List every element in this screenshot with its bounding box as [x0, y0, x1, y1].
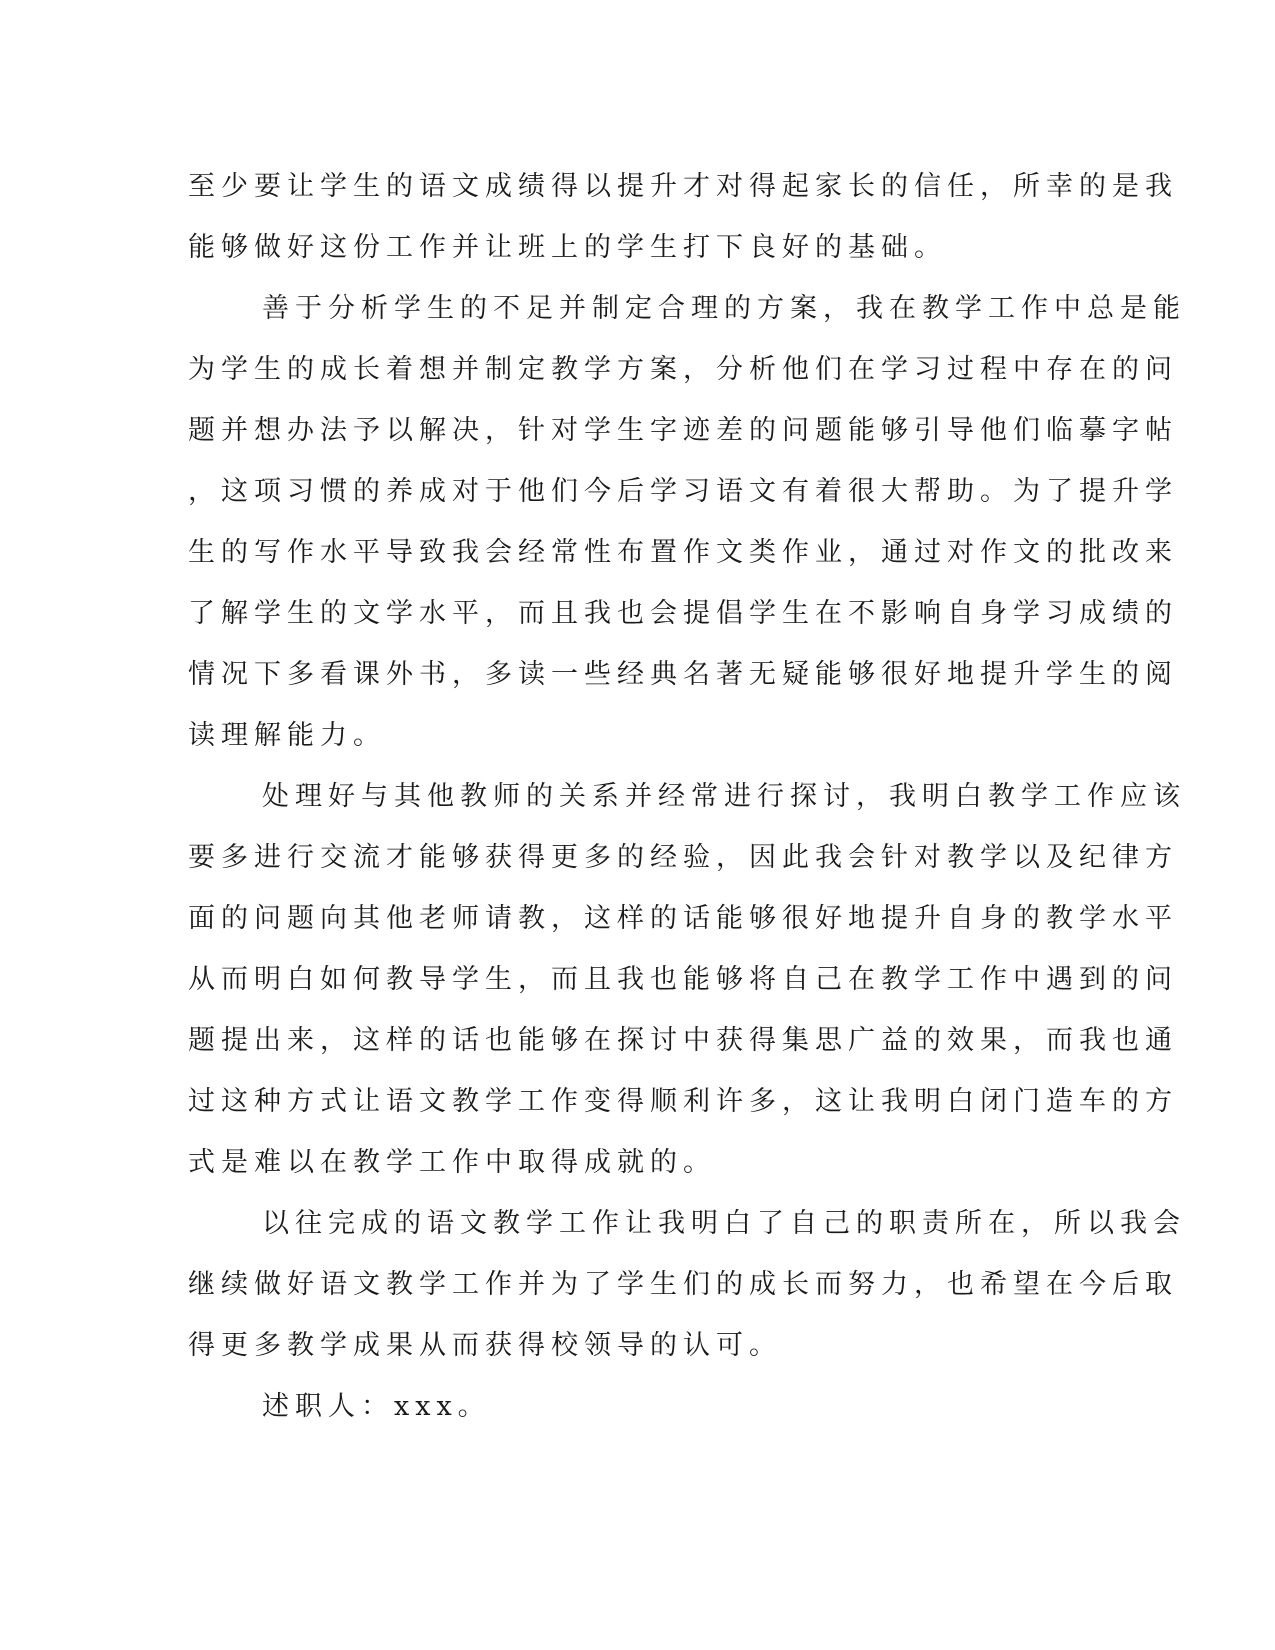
- text-line: 从而明白如何教导学生，而且我也能够将自己在教学工作中遇到的问: [188, 964, 1178, 995]
- text-line: ，这项习惯的养成对于他们今后学习语文有着很大帮助。为了提升学: [188, 476, 1178, 507]
- paragraph-start-line: 以往完成的语文教学工作让我明白了自己的职责所在，所以我会: [262, 1208, 1186, 1239]
- text-line: 过这种方式让语文教学工作变得顺利许多，这让我明白闭门造车的方: [188, 1086, 1178, 1117]
- text-line: 能够做好这份工作并让班上的学生打下良好的基础。: [188, 232, 947, 263]
- text-line: 生的写作水平导致我会经常性布置作文类作业，通过对作文的批改来: [188, 537, 1178, 568]
- text-line: 继续做好语文教学工作并为了学生们的成长而努力，也希望在今后取: [188, 1269, 1178, 1300]
- signature-line: 述职人：xxx。: [262, 1391, 491, 1422]
- text-line: 至少要让学生的语文成绩得以提升才对得起家长的信任，所幸的是我: [188, 171, 1178, 202]
- text-line: 了解学生的文学水平，而且我也会提倡学生在不影响自身学习成绩的: [188, 598, 1178, 629]
- text-line: 为学生的成长着想并制定教学方案，分析他们在学习过程中存在的问: [188, 354, 1178, 385]
- text-line: 得更多教学成果从而获得校领导的认可。: [188, 1330, 782, 1361]
- text-line: 题并想办法予以解决，针对学生字迹差的问题能够引导他们临摹字帖: [188, 415, 1178, 446]
- text-line: 要多进行交流才能够获得更多的经验，因此我会针对教学以及纪律方: [188, 842, 1178, 873]
- text-line: 读理解能力。: [188, 720, 386, 751]
- document-body: [188, 156, 1186, 1437]
- text-line: 题提出来，这样的话也能够在探讨中获得集思广益的效果，而我也通: [188, 1025, 1178, 1056]
- text-line: 面的问题向其他老师请教，这样的话能够很好地提升自身的教学水平: [188, 903, 1178, 934]
- text-line: 情况下多看课外书，多读一些经典名著无疑能够很好地提升学生的阅: [188, 659, 1178, 690]
- paragraph-start-line: 善于分析学生的不足并制定合理的方案，我在教学工作中总是能: [262, 293, 1186, 324]
- text-line: 式是难以在教学工作中取得成就的。: [188, 1147, 716, 1178]
- paragraph-start-line: 处理好与其他教师的关系并经常进行探讨，我明白教学工作应该: [262, 781, 1186, 812]
